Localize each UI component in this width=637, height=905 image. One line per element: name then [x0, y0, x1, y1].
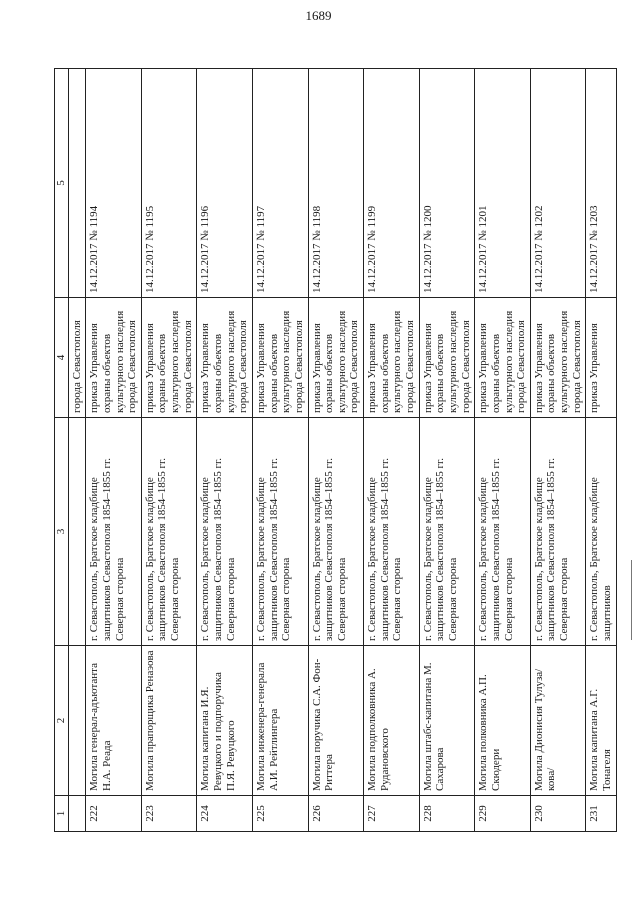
- scan-edge-mark: [631, 560, 632, 640]
- object-name: Могила подполковника А. Рудановского: [364, 646, 420, 796]
- object-name: Могила генерал-адъютанта Н.А. Реада: [86, 646, 142, 796]
- row-number: 226: [308, 796, 364, 832]
- object-name: Могила прапорщика Ренаэова: [141, 646, 197, 796]
- document-reference: 14.12.2017 № 1202: [530, 69, 586, 298]
- row-number: 231: [586, 796, 616, 832]
- object-name: Могила капитана И.Я. Ревуцкого и подпоручика П.Я. Ревуцкого: [197, 646, 253, 796]
- table-row: [141, 69, 197, 832]
- table-row: [419, 69, 475, 832]
- document-reference: 14.12.2017 № 1198: [308, 69, 364, 298]
- object-location: г. Севастополь, Братское кладбище защитников Севастополя 1854–1855 гг. Северная сторона: [530, 418, 586, 646]
- issuing-authority: приказ Управления охраны объектов культурного наследия города Севастополя: [86, 298, 142, 418]
- row-number: 224: [197, 796, 253, 832]
- issuing-authority: приказ Управления охраны объектов культурного наследия города Севастополя: [308, 298, 364, 418]
- document-reference: 14.12.2017 № 1195: [141, 69, 197, 298]
- issuing-authority: приказ Управления охраны объектов культурного наследия города Севастополя: [364, 298, 420, 418]
- issuing-authority: приказ Управления охраны объектов культурного наследия города Севастополя: [419, 298, 475, 418]
- table-header-row: [55, 69, 69, 832]
- continuation-cell: города Севастополя: [68, 298, 86, 418]
- document-reference: 14.12.2017 № 1199: [364, 69, 420, 298]
- heritage-objects-table: [54, 68, 617, 832]
- object-location: г. Севастополь, Братское кладбище защитников Севастополя 1854–1855 гг. Северная сторона: [197, 418, 253, 646]
- column-header: 5: [55, 69, 69, 298]
- document-reference: 14.12.2017 № 1194: [86, 69, 142, 298]
- object-location: г. Севастополь, Братское кладбище защитников Севастополя 1854–1855 гг. Северная сторона: [364, 418, 420, 646]
- table-row: [252, 69, 308, 832]
- table-row: [530, 69, 586, 832]
- object-location: г. Севастополь, Братское кладбище защитников Севастополя 1854–1855 гг. Северная сторона: [252, 418, 308, 646]
- row-number: 230: [530, 796, 586, 832]
- column-header: 2: [55, 646, 69, 796]
- issuing-authority: приказ Управления охраны объектов культурного наследия города Севастополя: [141, 298, 197, 418]
- column-header: 1: [55, 796, 69, 832]
- row-number: 225: [252, 796, 308, 832]
- row-number: 229: [475, 796, 531, 832]
- document-reference: 14.12.2017 № 1203: [586, 69, 616, 298]
- table-row: [586, 69, 616, 832]
- object-location: г. Севастополь, Братское кладбище защитников Севастополя 1854–1855 гг. Северная сторона: [475, 418, 531, 646]
- table-row: [308, 69, 364, 832]
- row-number: 227: [364, 796, 420, 832]
- object-location: г. Севастополь, Братское кладбище защитников Севастополя 1854–1855 гг. Северная сторона: [419, 418, 475, 646]
- row-number: 228: [419, 796, 475, 832]
- issuing-authority: приказ Управления: [586, 298, 616, 418]
- table-row: [364, 69, 420, 832]
- issuing-authority: приказ Управления охраны объектов культурного наследия города Севастополя: [530, 298, 586, 418]
- table-row: [197, 69, 253, 832]
- table-row: [86, 69, 142, 832]
- document-reference: 14.12.2017 № 1200: [419, 69, 475, 298]
- continuation-row: [68, 69, 86, 832]
- rotated-table-container: [54, 69, 613, 832]
- column-header: 3: [55, 418, 69, 646]
- object-name: Могила инженера-генерала А.И. Рейтлингера: [252, 646, 308, 796]
- issuing-authority: приказ Управления охраны объектов культурного наследия города Севастополя: [475, 298, 531, 418]
- object-name: Могила штабс-капитана М. Сахарова: [419, 646, 475, 796]
- row-number: 222: [86, 796, 142, 832]
- issuing-authority: приказ Управления охраны объектов культурного наследия города Севастополя: [252, 298, 308, 418]
- column-header: 4: [55, 298, 69, 418]
- object-location: г. Севастополь, Братское кладбище защитников Севастополя 1854–1855 гг. Северная сторона: [86, 418, 142, 646]
- row-number: 223: [141, 796, 197, 832]
- document-reference: 14.12.2017 № 1197: [252, 69, 308, 298]
- object-name: Могила Дионисия Тулуза/кова/: [530, 646, 586, 796]
- object-location: г. Севастополь, Братское кладбище защитников: [586, 418, 616, 646]
- object-name: Могила капитана А.Г. Тонагеля: [586, 646, 616, 796]
- page-number: 1689: [305, 8, 332, 23]
- document-reference: 14.12.2017 № 1196: [197, 69, 253, 298]
- object-name: Могила полковника А.П. Скюдери: [475, 646, 531, 796]
- table-row: [475, 69, 531, 832]
- issuing-authority: приказ Управления охраны объектов культурного наследия города Севастополя: [197, 298, 253, 418]
- object-location: г. Севастополь, Братское кладбище защитников Севастополя 1854–1855 гг. Северная сторона: [141, 418, 197, 646]
- document-reference: 14.12.2017 № 1201: [475, 69, 531, 298]
- object-name: Могила поручика С.А. Фон-Риттера: [308, 646, 364, 796]
- object-location: г. Севастополь, Братское кладбище защитников Севастополя 1854–1855 гг. Северная сторона: [308, 418, 364, 646]
